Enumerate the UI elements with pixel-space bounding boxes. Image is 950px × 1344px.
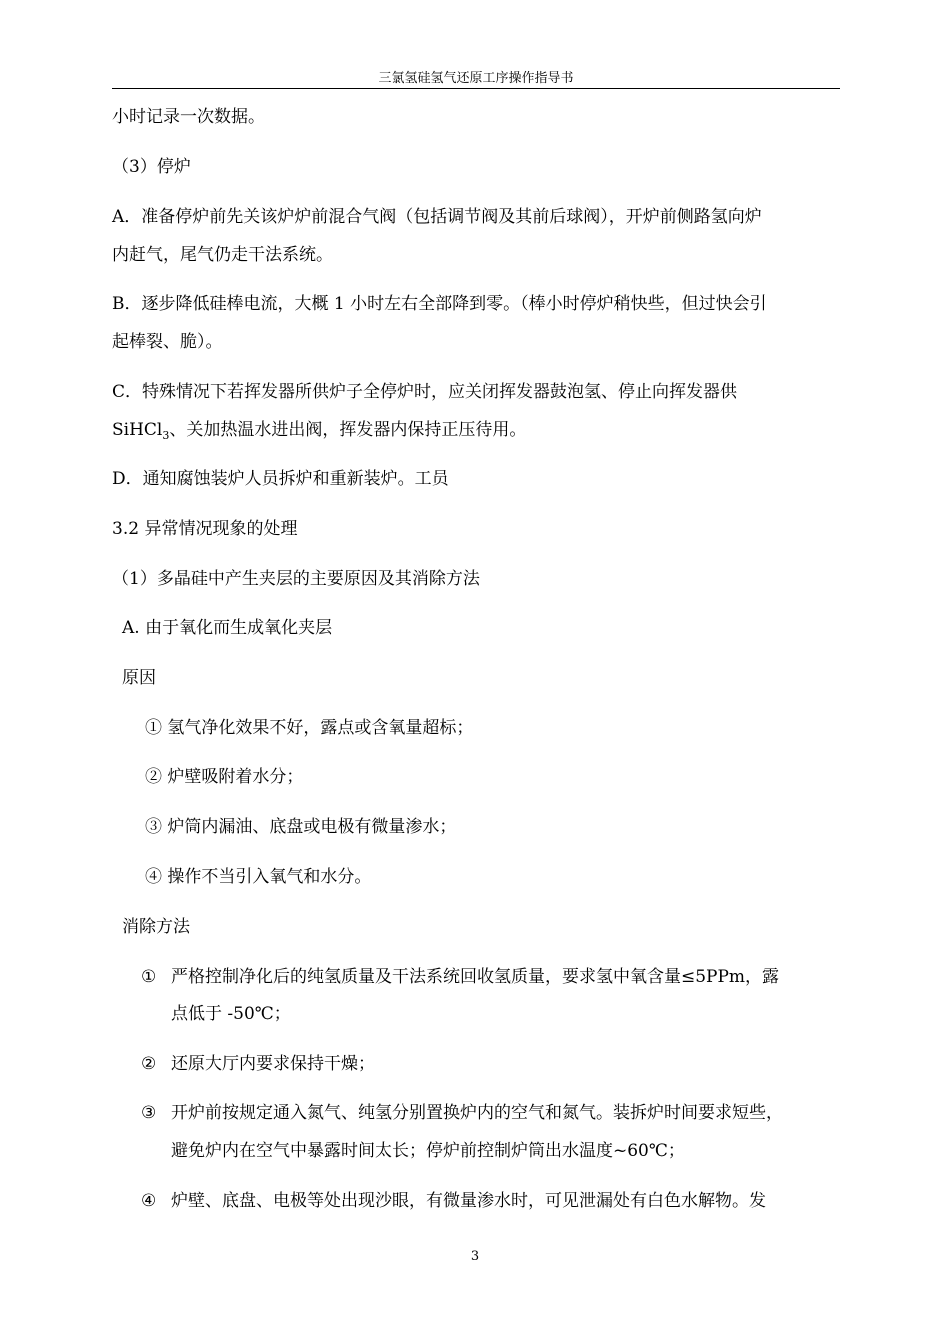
heading-shutdown: （3）停炉	[112, 157, 191, 177]
page-number: 3	[470, 1249, 480, 1264]
subsection-1-heading: （1）多晶硅中产生夹层的主要原因及其消除方法	[112, 569, 480, 589]
method-item-1-line1: 严格控制净化后的纯氢质量及干法系统回收氢质量，要求氢中氧含量≤5PPm，露	[171, 967, 780, 987]
section-3-2-heading: 3.2 异常情况现象的处理	[112, 519, 298, 539]
item-d: D．通知腐蚀装炉人员拆炉和重新装炉。工员	[112, 469, 449, 489]
method-item-2: 还原大厅内要求保持干燥；	[171, 1054, 375, 1074]
method-item-4-line1: 炉壁、底盘、电极等处出现沙眼，有微量渗水时，可见泄漏处有白色水解物。发	[171, 1191, 766, 1211]
page-header: 三氯氢硅氢气还原工序操作指导书	[378, 71, 574, 86]
cause-label: 原因	[122, 668, 156, 688]
method-label: 消除方法	[122, 917, 190, 937]
item-b-line1: B．逐步降低硅棒电流，大概 1 小时左右全部降到零。（棒小时停炉稍快些，但过快会引	[112, 294, 767, 314]
subsection-a-heading: A. 由于氧化而生成氧化夹层	[122, 618, 333, 638]
cause-item-4: ④ 操作不当引入氧气和水分。	[145, 867, 372, 887]
method-item-4-number: ④	[141, 1191, 157, 1211]
formula-sihcl: SiHCl	[112, 420, 163, 440]
method-item-2-number: ②	[141, 1054, 157, 1074]
method-item-1-line2: 点低于 -50℃；	[171, 1004, 291, 1024]
cause-item-2: ② 炉壁吸附着水分；	[145, 767, 304, 787]
item-c-line2	[112, 414, 526, 446]
item-b-line2: 起棒裂、脆）。	[112, 332, 223, 352]
cause-item-1: ① 氢气净化效果不好，露点或含氧量超标；	[145, 718, 474, 738]
item-a-line2: 内赶气，尾气仍走干法系统。	[112, 245, 333, 265]
method-item-3-line2: 避免炉内在空气中暴露时间太长；停炉前控制炉筒出水温度~60℃；	[171, 1141, 685, 1161]
header-rule	[112, 88, 840, 89]
item-c-line2-text: 、关加热温水进出阀，挥发器内保持正压待用。	[169, 420, 527, 440]
method-item-3-line1: 开炉前按规定通入氮气、纯氢分别置换炉内的空气和氮气。装拆炉时间要求短些，	[171, 1103, 783, 1123]
formula-subscript: 3	[162, 429, 170, 442]
paragraph-continuation: 小时记录一次数据。	[112, 107, 265, 127]
item-c-line1: C．特殊情况下若挥发器所供炉子全停炉时，应关闭挥发器鼓泡氢、停止向挥发器供	[112, 382, 738, 402]
method-item-3-number: ③	[141, 1103, 157, 1123]
cause-item-3: ③ 炉筒内漏油、底盘或电极有微量渗水；	[145, 817, 457, 837]
method-item-1-number: ①	[141, 967, 157, 987]
item-a-line1: A．准备停炉前先关该炉炉前混合气阀（包括调节阀及其前后球阀），开炉前侧路氢向炉	[112, 207, 762, 227]
